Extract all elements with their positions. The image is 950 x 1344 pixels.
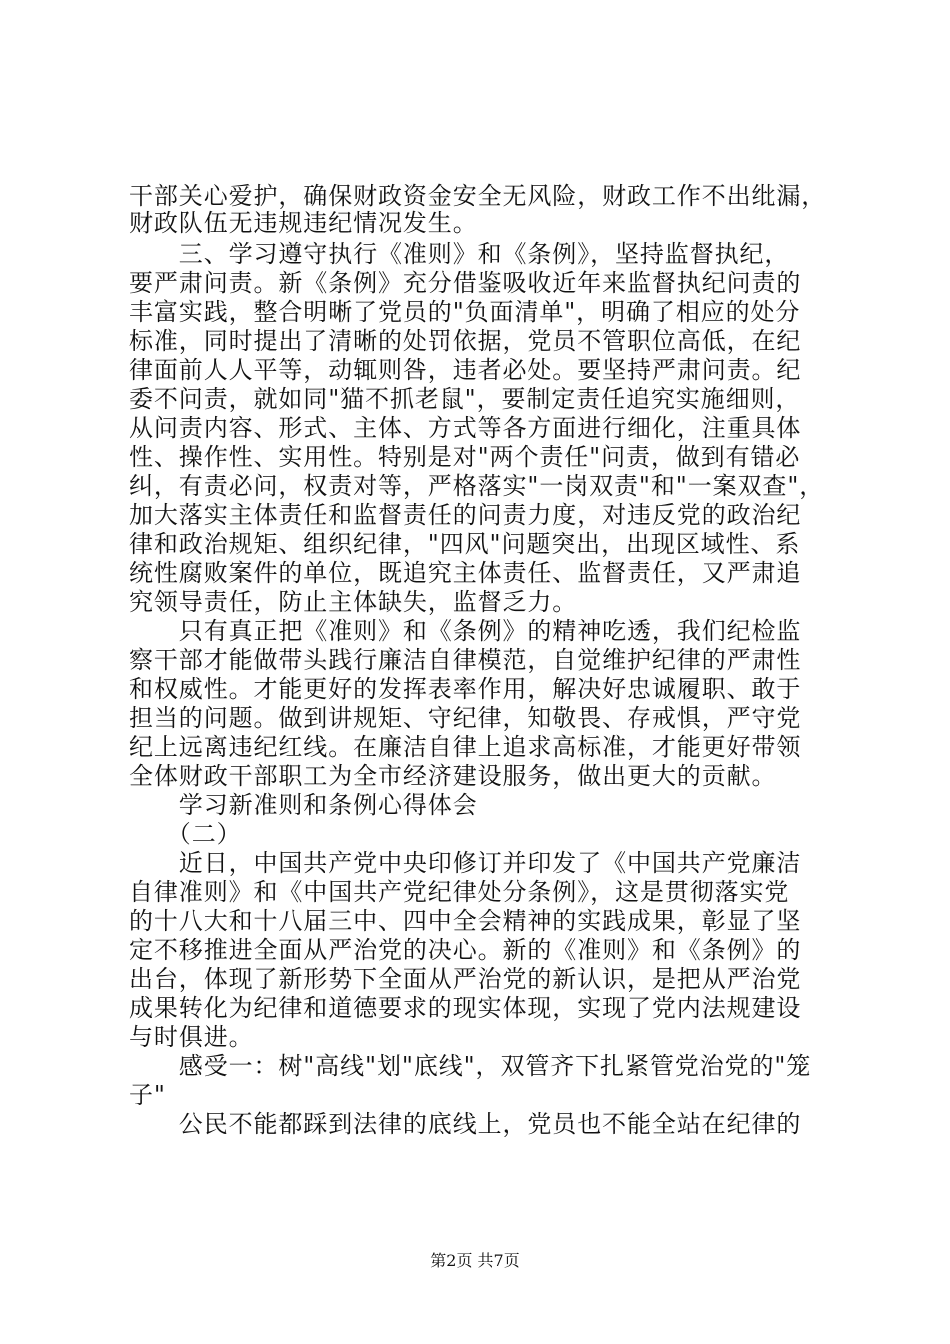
page-footer: 第2页 共7页 — [430, 1251, 520, 1270]
text-line: 察干部才能做带头践行廉洁自律模范，自觉维护纪律的严肃性 — [129, 646, 802, 674]
section-number: （二） — [129, 820, 242, 848]
text-line: 要严肃问责。新《条例》充分借鉴吸收近年来监督执纪问责的 — [129, 269, 802, 297]
text-line: 感受一：树"高线"划"底线"，双管齐下扎紧管党治党的"笼 — [129, 1052, 812, 1080]
text-line: 子" — [129, 1081, 166, 1109]
text-line: 三、学习遵守执行《准则》和《条例》，坚持监督执纪， — [129, 240, 790, 268]
text-line: 统性腐败案件的单位，既追究主体责任、监督责任，又严肃追 — [129, 559, 802, 587]
text-line: 性、操作性、实用性。特别是对"两个责任"问责，做到有错必 — [129, 443, 801, 471]
text-line: 只有真正把《准则》和《条例》的精神吃透，我们纪检监 — [129, 617, 802, 645]
text-line: 自律准则》和《中国共产党纪律处分条例》，这是贯彻落实党 — [129, 878, 790, 906]
text-line: 定不移推进全面从严治党的决心。新的《准则》和《条例》的 — [129, 936, 802, 964]
text-line: 成果转化为纪律和道德要求的现实体现，实现了党内法规建设 — [129, 994, 802, 1022]
section-heading: 学习新准则和条例心得体会 — [129, 791, 478, 819]
text-line: 财政队伍无违规违纪情况发生。 — [129, 209, 478, 237]
text-line: 纠，有责必问，权责对等，严格落实"一岗双责"和"一案双查"， — [129, 472, 825, 500]
text-line: 律和政治规矩、组织纪律，"四风"问题突出，出现区域性、系 — [129, 530, 801, 558]
text-line: 公民不能都踩到法律的底线上，党员也不能全站在纪律的 — [129, 1110, 802, 1138]
text-line: 加大落实主体责任和监督责任的问责力度，对违反党的政治纪 — [129, 501, 802, 529]
text-line: 从问责内容、形式、主体、方式等各方面进行细化，注重具体 — [129, 414, 802, 442]
text-line: 和权威性。才能更好的发挥表率作用，解决好忠诚履职、敢于 — [129, 675, 802, 703]
text-line: 律面前人人平等，动辄则咎，违者必处。要坚持严肃问责。纪 — [129, 356, 802, 384]
text-line: 丰富实践，整合明晰了党员的"负面清单"，明确了相应的处分 — [129, 298, 801, 326]
text-line: 标准，同时提出了清晰的处罚依据，党员不管职位高低，在纪 — [129, 327, 802, 355]
text-line: 究领导责任，防止主体缺失，监督乏力。 — [129, 588, 578, 616]
text-line: 出台，体现了新形势下全面从严治党的新认识，是把从严治党 — [129, 965, 802, 993]
text-line: 与时俱进。 — [129, 1023, 254, 1051]
text-line: 担当的问题。做到讲规矩、守纪律，知敬畏、存戒惧，严守党 — [129, 704, 802, 732]
text-line: 全体财政干部职工为全市经济建设服务，做出更大的贡献。 — [129, 762, 777, 790]
text-line: 的十八大和十八届三中、四中全会精神的实践成果，彰显了坚 — [129, 907, 802, 935]
text-line: 干部关心爱护，确保财政资金安全无风险，财政工作不出纰漏， — [129, 182, 827, 210]
text-line: 纪上远离违纪红线。在廉洁自律上追求高标准，才能更好带领 — [129, 733, 802, 761]
text-line: 委不问责，就如同"猫不抓老鼠"，要制定责任追究实施细则， — [129, 385, 801, 413]
text-line: 近日，中国共产党中央印修订并印发了《中国共产党廉洁 — [129, 849, 802, 877]
